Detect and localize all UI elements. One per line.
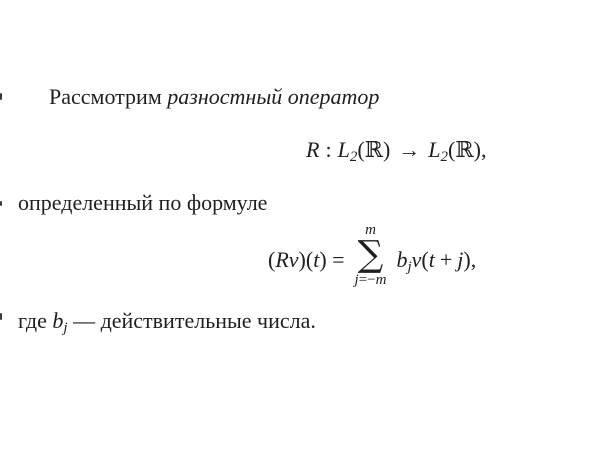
math-var-L: L — [428, 137, 441, 162]
math-paren: ) — [382, 137, 391, 162]
math-paren: ( — [421, 247, 429, 272]
sum-upper-limit: m — [365, 222, 376, 238]
math-var-b: b — [396, 247, 408, 272]
paragraph-intro — [49, 84, 379, 110]
math-var-t: t — [428, 247, 435, 272]
math-comma: , — [480, 137, 487, 162]
math-paren: ( — [357, 137, 365, 162]
math-reals-symbol: ℝ — [455, 138, 474, 163]
sum-lower-limit — [355, 272, 387, 288]
math-paren: ( — [448, 137, 456, 162]
math-var-m: m — [375, 272, 387, 288]
left-edge-text-fragment — [0, 313, 2, 320]
math-var-j: j — [457, 247, 464, 272]
math-paren: ( — [268, 247, 276, 272]
math-sub-2: 2 — [440, 149, 449, 165]
sum-equation-lhs — [268, 247, 345, 273]
math-plus: + — [439, 247, 453, 272]
math-sub-j: j — [63, 320, 68, 336]
paragraph-where — [18, 308, 316, 334]
where-suffix-text: — действительные числа. — [73, 308, 316, 333]
math-paren: ) — [473, 137, 481, 162]
intro-upright-text: Рассмотрим — [49, 84, 162, 109]
math-var-R: R — [306, 137, 320, 162]
math-var-j: j — [354, 272, 359, 288]
math-var-v: v — [411, 247, 422, 272]
paragraph-defined-by — [18, 190, 267, 216]
equation-sum-formula — [268, 222, 476, 288]
math-sub-j: j — [407, 259, 412, 275]
equation-operator-domain — [306, 137, 486, 163]
left-edge-text-fragment — [0, 93, 2, 100]
left-edge-text-fragment — [0, 201, 2, 206]
math-reals-symbol: ℝ — [364, 138, 383, 163]
math-var-t: t — [313, 247, 320, 272]
sigma-sum-symbol: ∑ — [357, 234, 384, 275]
math-var-L: L — [337, 137, 350, 162]
summation-with-limits — [355, 222, 387, 288]
math-paren: ) — [463, 247, 471, 272]
math-colon: : — [325, 137, 332, 162]
where-prefix-text: где — [18, 308, 47, 333]
sum-equation-rhs — [396, 247, 476, 273]
math-sub-2: 2 — [349, 149, 358, 165]
math-var-b: b — [52, 308, 64, 333]
math-comma: , — [470, 247, 477, 272]
math-equals: ) = — [319, 247, 345, 272]
defined-by-text: определенный по формуле — [18, 190, 268, 215]
intro-italic-term: разностный оператор — [167, 84, 380, 109]
math-var-Rv: Rv — [275, 247, 299, 272]
math-paren: )( — [298, 247, 314, 272]
right-arrow-symbol: → — [398, 137, 421, 162]
math-equals-minus: =− — [358, 272, 376, 288]
